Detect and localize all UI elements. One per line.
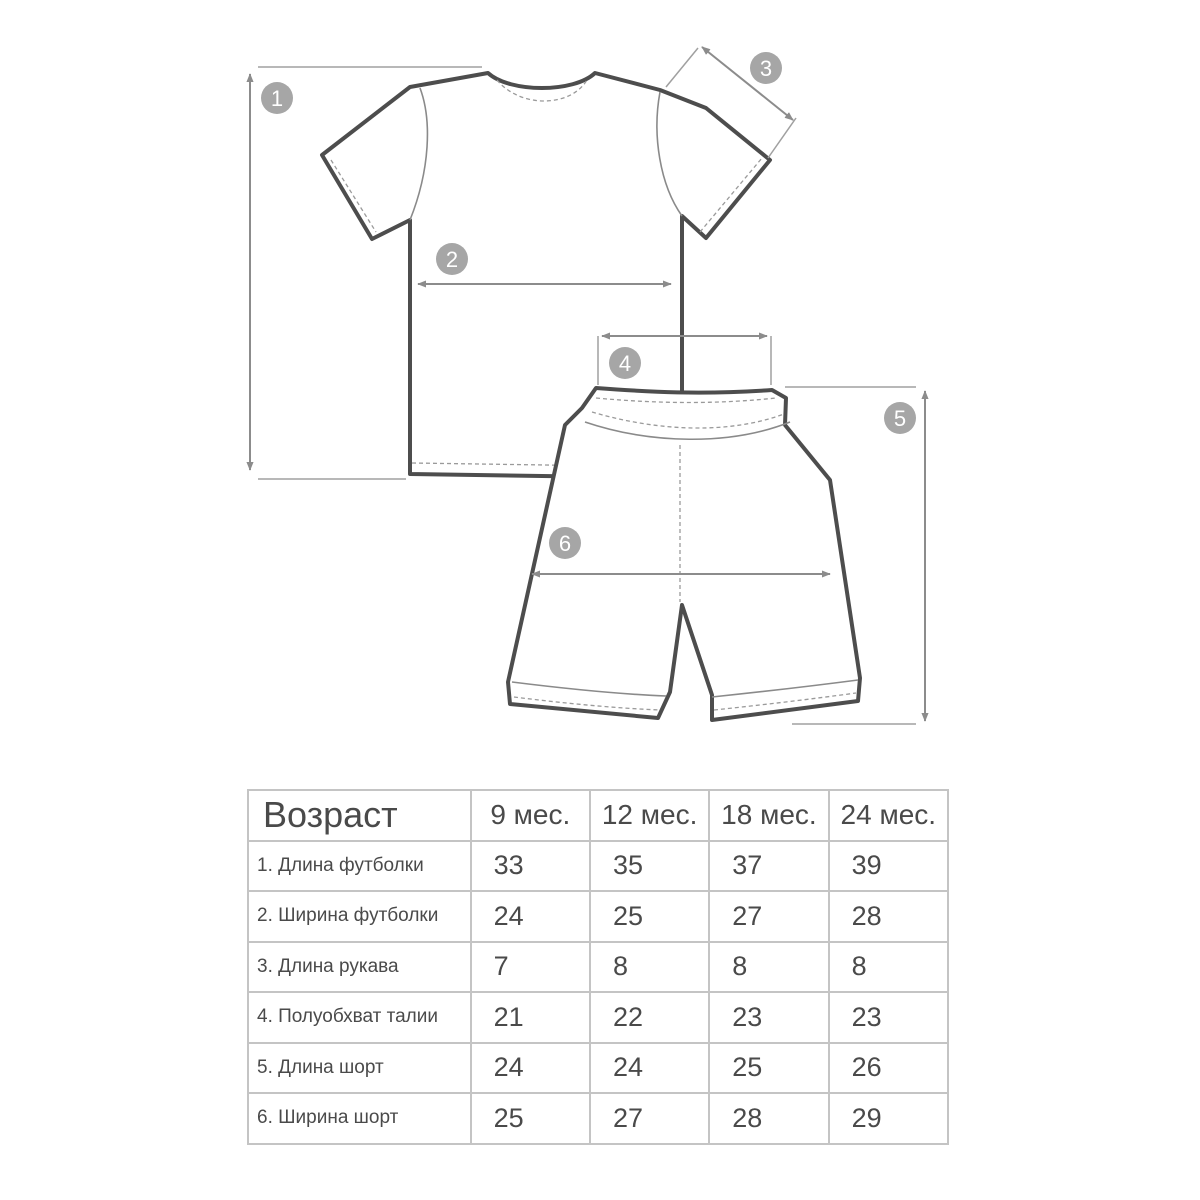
table-cell: 21 bbox=[471, 992, 590, 1043]
row-label: 5. Длина шорт bbox=[248, 1043, 471, 1094]
row-label: 3. Длина рукава bbox=[248, 942, 471, 993]
table-cell: 8 bbox=[829, 942, 948, 993]
size-header-9m: 9 мес. bbox=[471, 790, 590, 841]
table-cell: 27 bbox=[590, 1093, 709, 1144]
marker-3-label: 3 bbox=[759, 56, 773, 81]
table-cell: 29 bbox=[829, 1093, 948, 1144]
table-cell: 8 bbox=[709, 942, 828, 993]
table-cell: 24 bbox=[471, 891, 590, 942]
table-cell: 28 bbox=[709, 1093, 828, 1144]
table-cell: 25 bbox=[471, 1093, 590, 1144]
row-label: 1. Длина футболки bbox=[248, 841, 471, 892]
row-label: 2. Ширина футболки bbox=[248, 891, 471, 942]
table-cell: 25 bbox=[590, 891, 709, 942]
table-cell: 33 bbox=[471, 841, 590, 892]
table-row bbox=[248, 1093, 948, 1144]
size-header-18m: 18 мес. bbox=[709, 790, 828, 841]
table-cell: 28 bbox=[829, 891, 948, 942]
table-cell: 7 bbox=[471, 942, 590, 993]
table-row bbox=[248, 1043, 948, 1094]
table-cell: 23 bbox=[709, 992, 828, 1043]
table-cell: 27 bbox=[709, 891, 828, 942]
size-header-24m: 24 мес. bbox=[829, 790, 948, 841]
marker-5-label: 5 bbox=[893, 406, 907, 431]
header-row bbox=[248, 790, 948, 841]
table-cell: 24 bbox=[471, 1043, 590, 1094]
table-cell: 23 bbox=[829, 992, 948, 1043]
marker-1-label: 1 bbox=[270, 86, 284, 111]
age-header: Возраст bbox=[248, 790, 471, 841]
size-table bbox=[247, 789, 949, 1145]
marker-2-label: 2 bbox=[445, 247, 459, 272]
marker-4-label: 4 bbox=[618, 351, 632, 376]
row-label: 4. Полуобхват талии bbox=[248, 992, 471, 1043]
table-cell: 37 bbox=[709, 841, 828, 892]
row-label: 6. Ширина шорт bbox=[248, 1093, 471, 1144]
table-cell: 26 bbox=[829, 1043, 948, 1094]
table-row bbox=[248, 992, 948, 1043]
table-row bbox=[248, 942, 948, 993]
table-cell: 22 bbox=[590, 992, 709, 1043]
table-cell: 24 bbox=[590, 1043, 709, 1094]
table-cell: 8 bbox=[590, 942, 709, 993]
table-cell: 39 bbox=[829, 841, 948, 892]
table-cell: 35 bbox=[590, 841, 709, 892]
table-row bbox=[248, 891, 948, 942]
table-cell: 25 bbox=[709, 1043, 828, 1094]
size-header-12m: 12 мес. bbox=[590, 790, 709, 841]
marker-6-label: 6 bbox=[558, 531, 572, 556]
table-row bbox=[248, 841, 948, 892]
